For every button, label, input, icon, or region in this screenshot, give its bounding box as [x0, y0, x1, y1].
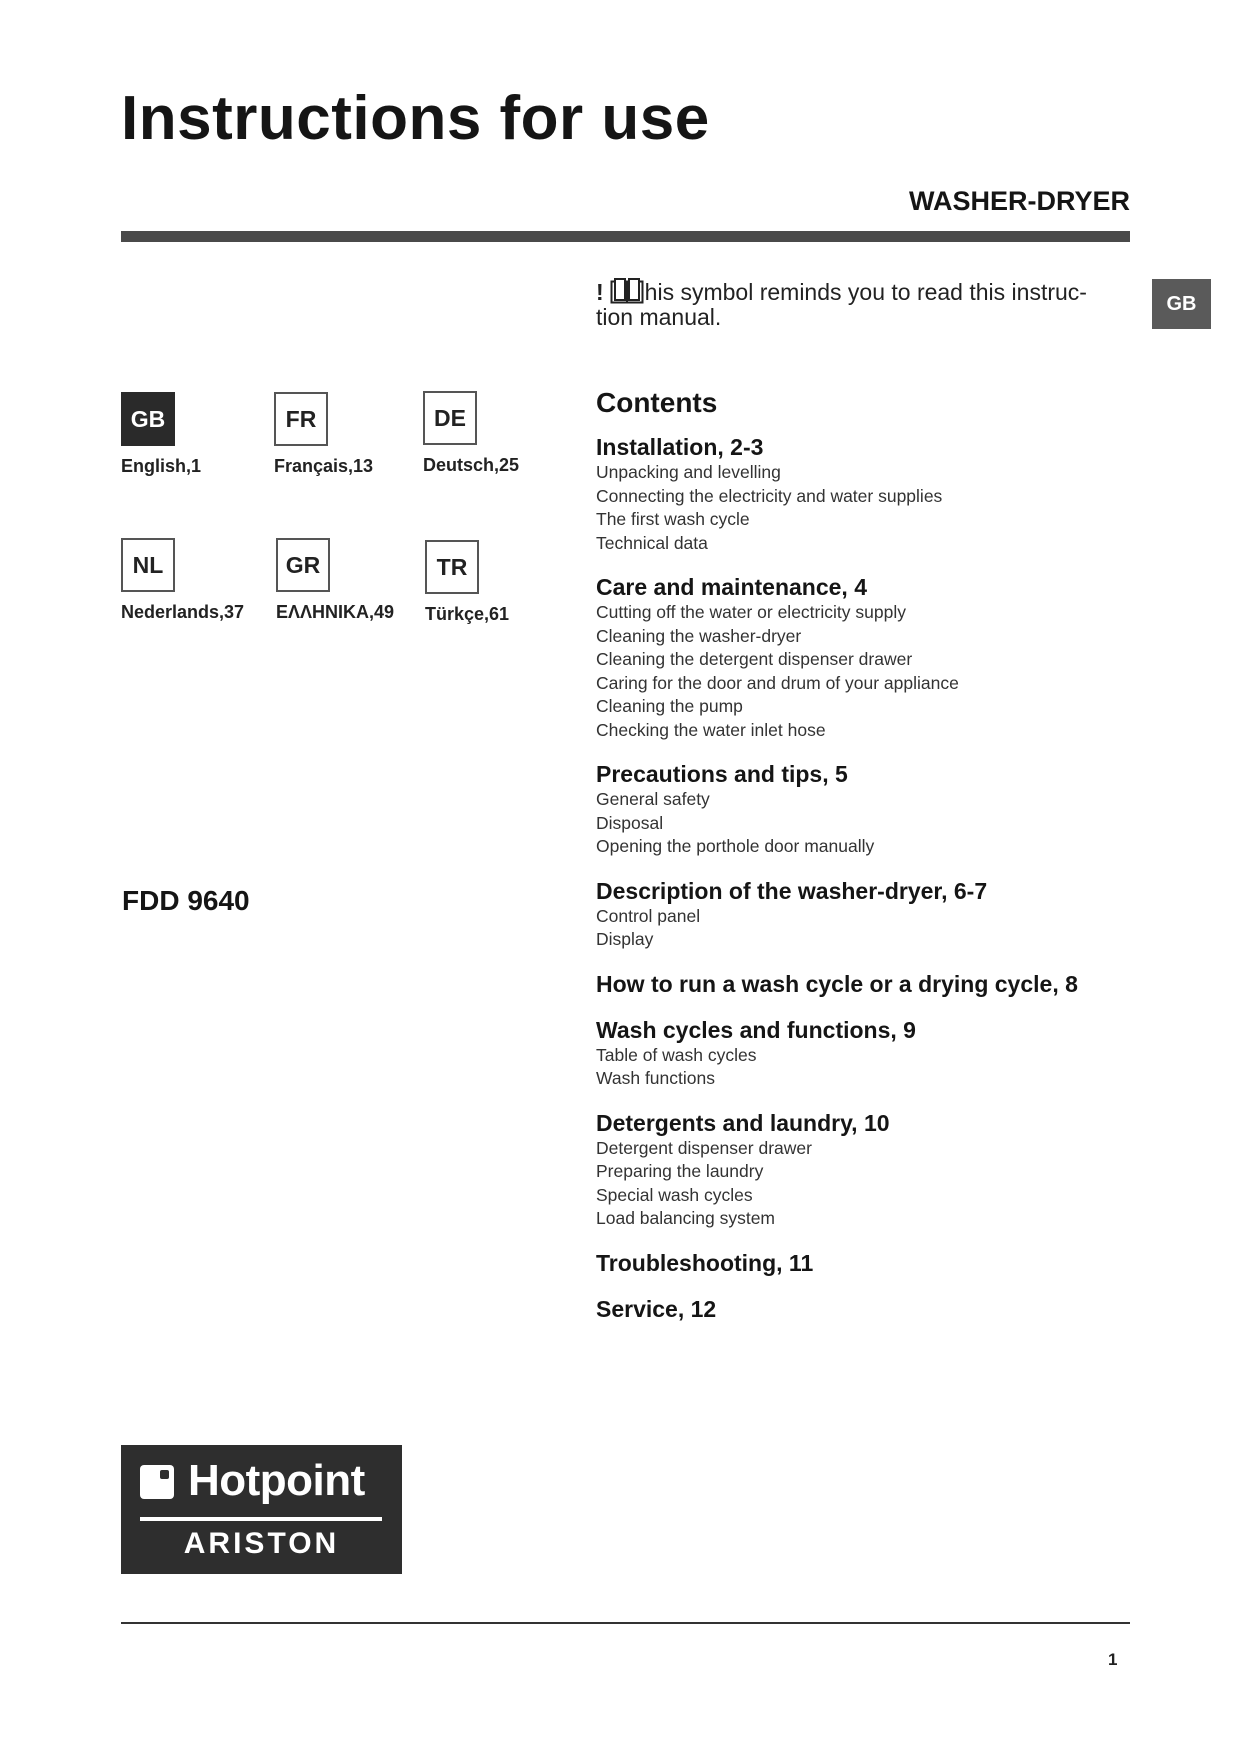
language-code-box: NL [121, 538, 175, 592]
language-entry-de [423, 391, 519, 476]
language-label: English,1 [121, 456, 202, 476]
toc-section-service [596, 1296, 1156, 1323]
header-divider [121, 231, 1130, 242]
toc-item: Opening the porthole door manually [596, 836, 875, 856]
toc-item: The first wash cycle [596, 509, 750, 529]
toc-item: Checking the water inlet hose [596, 719, 826, 740]
toc-item: Technical data [596, 532, 708, 553]
exclamation-mark: ! [596, 279, 604, 305]
hotpoint-ariston-logo [121, 1445, 402, 1574]
toc-item: Cleaning the detergent dispenser drawer [596, 649, 913, 669]
toc-item: Cutting off the water or electricity supply [596, 602, 906, 622]
language-code-box: GR [276, 538, 330, 592]
language-side-tab: GB [1152, 279, 1211, 329]
toc-section-wash-cycles [596, 1017, 1156, 1091]
language-label: ΕΛΛΗΝΙΚΑ,49 [276, 602, 395, 622]
language-code-box: DE [423, 391, 477, 445]
toc-section-troubleshooting [596, 1250, 1156, 1277]
toc-item: Caring for the door and drum of your appliance [596, 672, 959, 693]
toc-item: Special wash cycles [596, 1184, 753, 1205]
logo-brand: Hotpoint [188, 1456, 365, 1505]
language-entry-nl [121, 538, 244, 623]
toc-section-title: Care and maintenance, 4 [596, 574, 867, 600]
toc-section-title: Troubleshooting, 11 [596, 1249, 814, 1276]
model-number: FDD 9640 [122, 885, 250, 916]
toc-section-title: Installation, 2-3 [596, 434, 764, 460]
toc-item: Wash functions [596, 1068, 715, 1088]
book-icon [610, 278, 644, 304]
language-code-box: GB [121, 392, 175, 446]
toc-item: General safety [596, 789, 710, 809]
toc-section-title: Description of the washer-dryer, 6-7 [596, 877, 988, 904]
toc-section-title: Service, 12 [596, 1295, 717, 1322]
table-of-contents [596, 389, 1156, 1342]
toc-item: Disposal [596, 812, 664, 833]
language-entry-gb [121, 392, 201, 477]
toc-section-precautions [596, 761, 1156, 859]
toc-section-detergents [596, 1110, 1156, 1231]
page-number: 1 [1108, 1650, 1118, 1669]
contents-heading: Contents [596, 387, 718, 418]
toc-item: Load balancing system [596, 1208, 775, 1228]
logo-divider [140, 1517, 382, 1521]
toc-section-installation [596, 434, 1156, 555]
language-code-box: FR [274, 392, 328, 446]
toc-item: Display [596, 929, 654, 949]
logo-subbrand: ARISTON [183, 1527, 340, 1560]
language-label: Nederlands,37 [121, 602, 245, 622]
language-label: Deutsch,25 [423, 455, 520, 475]
toc-section-title: How to run a wash cycle or a drying cycle, 8 [596, 970, 1078, 997]
logo-mark-icon [140, 1465, 174, 1499]
document-title: Instructions for use [121, 84, 710, 153]
toc-section-title: Wash cycles and functions, 9 [596, 1016, 916, 1043]
language-label: Türkçe,61 [425, 604, 510, 624]
toc-section-care [596, 574, 1156, 742]
read-manual-notice [596, 278, 1096, 330]
toc-item: Unpacking and levelling [596, 462, 781, 482]
language-entry-gr [276, 538, 394, 623]
language-entry-tr [425, 540, 509, 625]
notice-text: his symbol reminds you to read this instruc- tion manual. [596, 279, 1087, 330]
toc-item: Detergent dispenser drawer [596, 1137, 812, 1158]
language-label: Français,13 [274, 456, 374, 476]
toc-section-description [596, 878, 1156, 952]
toc-item: Cleaning the pump [596, 696, 743, 716]
toc-item: Table of wash cycles [596, 1044, 757, 1065]
footer-divider [121, 1622, 1130, 1624]
toc-section-how-to-run [596, 971, 1156, 998]
product-type: WASHER-DRYER [908, 186, 1130, 216]
toc-section-title: Precautions and tips, 5 [596, 761, 848, 787]
toc-section-title: Detergents and laundry, 10 [596, 1109, 890, 1136]
toc-item: Cleaning the washer-dryer [596, 625, 802, 646]
toc-item: Connecting the electricity and water supplies [596, 485, 943, 506]
language-entry-fr [274, 392, 373, 477]
toc-item: Control panel [596, 905, 701, 926]
language-code-box: TR [425, 540, 479, 594]
toc-item: Preparing the laundry [596, 1161, 764, 1181]
